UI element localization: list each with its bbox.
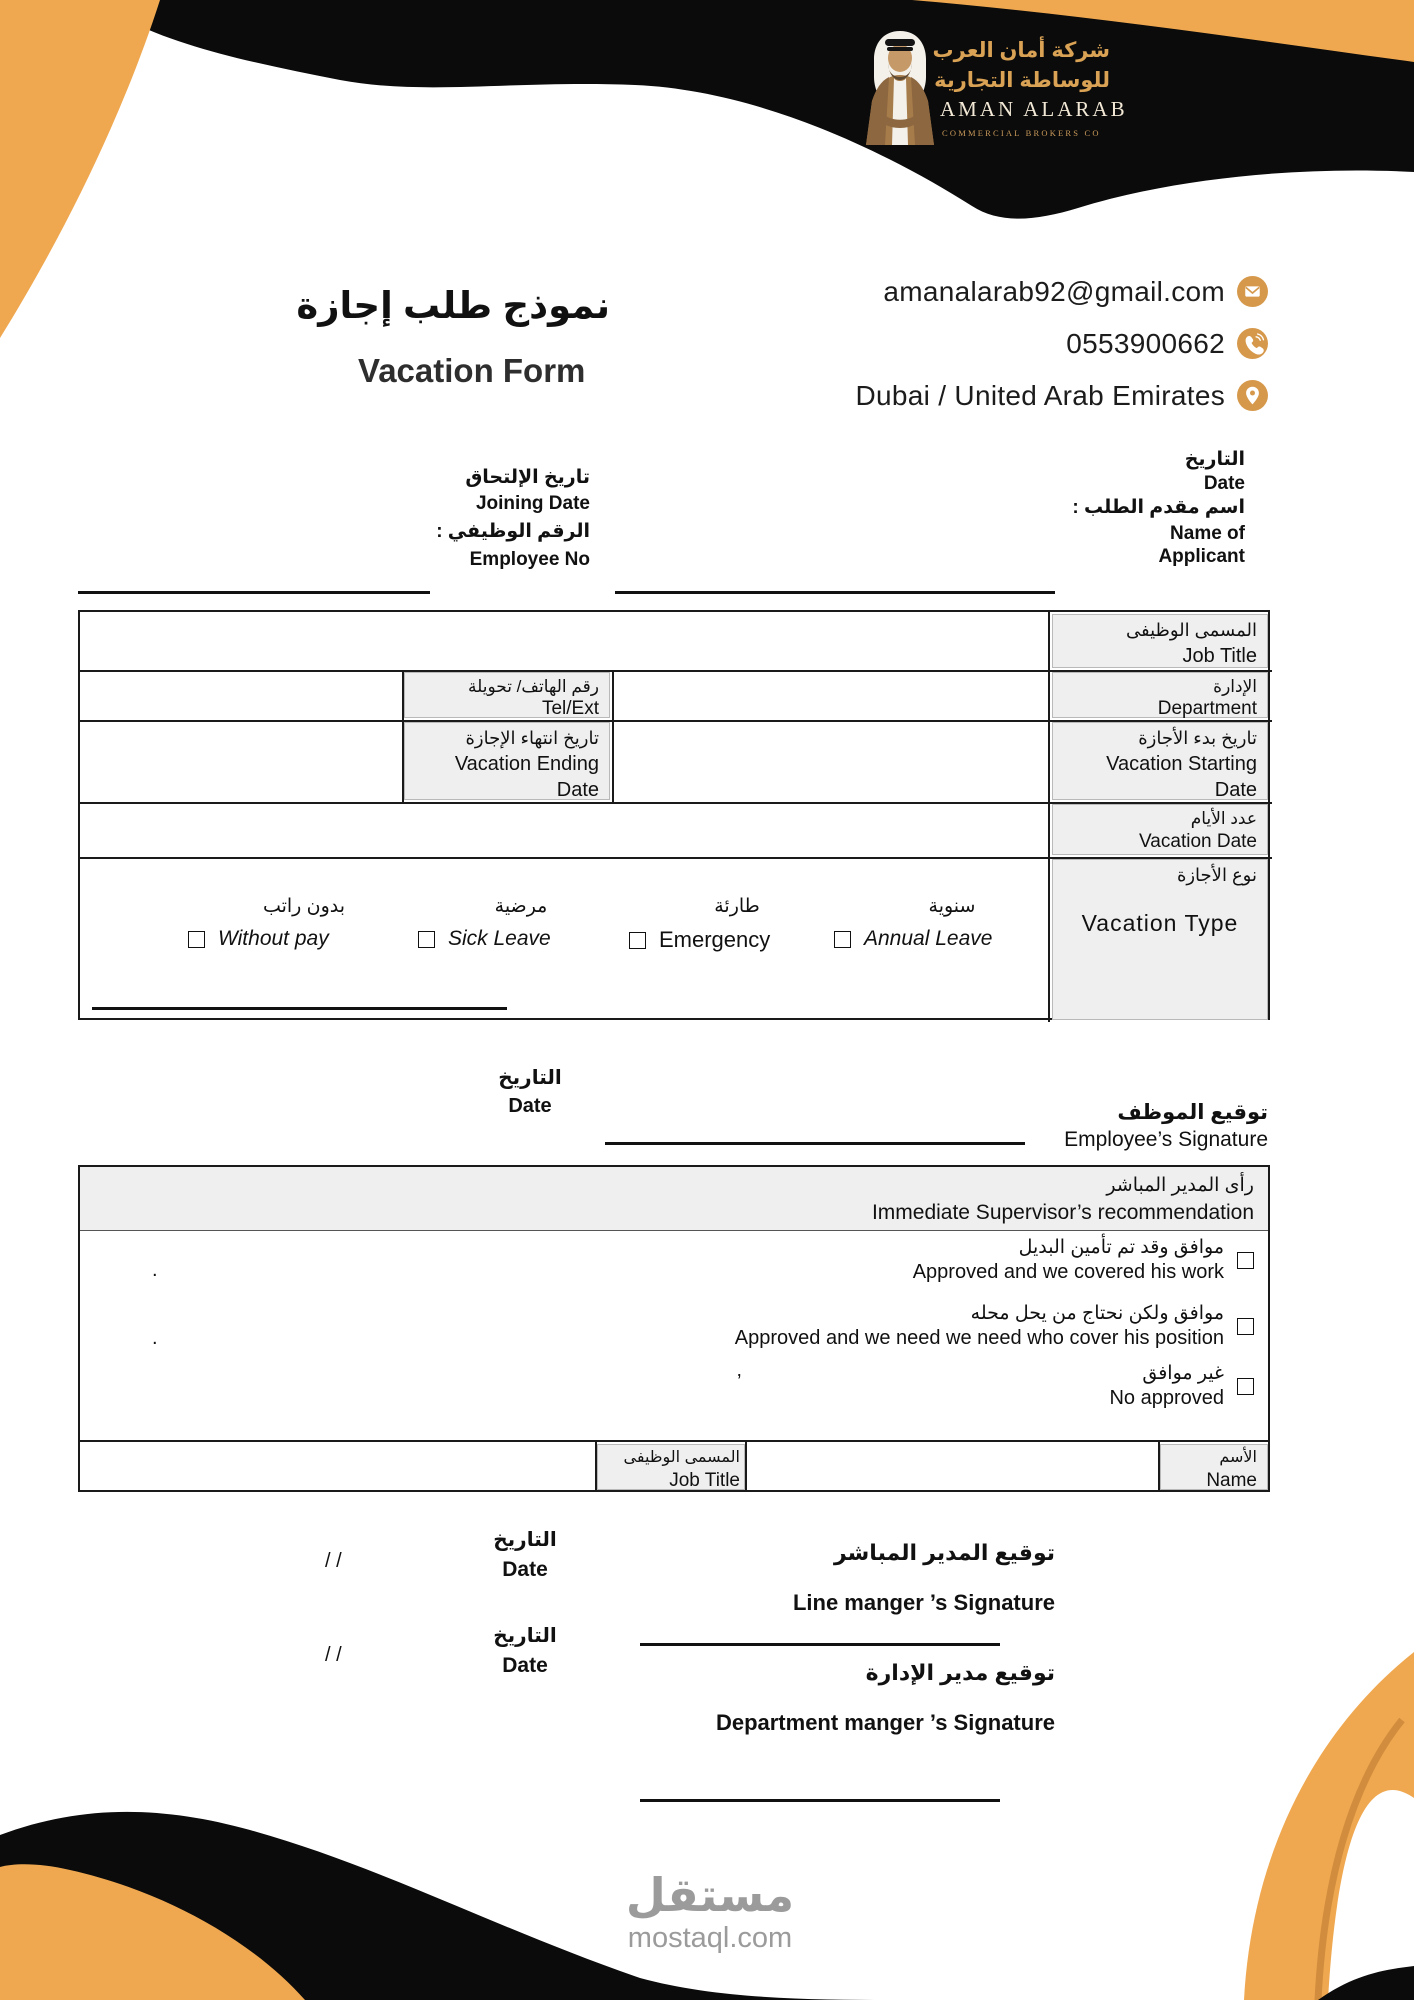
dept-manager-date-arabic: التاريخ <box>493 1625 557 1647</box>
label-applicant-name-english-2: Applicant <box>1158 546 1245 567</box>
supervisor-header-arabic: رأى المدير المباشر <box>1106 1175 1254 1196</box>
employee-date-arabic: التاريخ <box>498 1067 562 1089</box>
stray-dot-1: . <box>152 1259 158 1281</box>
vacation-days-english: Vacation Date <box>1139 831 1257 852</box>
option-without-pay <box>188 895 384 951</box>
supervisor-option-3 <box>1109 1361 1254 1411</box>
company-tagline: COMMERCIAL BROKERS CO <box>942 128 1101 138</box>
supervisor-header-english: Immediate Supervisor’s recommendation <box>871 1201 1254 1224</box>
option-emergency-english: Emergency <box>659 927 771 952</box>
email-icon <box>1237 276 1268 307</box>
employee-signature-arabic: توقيع الموظف <box>1117 1101 1268 1124</box>
supervisor-recommendation-box <box>78 1165 1270 1492</box>
cell-supervisor-job-title <box>597 1444 745 1490</box>
supervisor-name-arabic: الأسم <box>1219 1449 1257 1466</box>
option-emergency-arabic: طارئة <box>714 896 760 917</box>
option-sick-leave-english: Sick Leave <box>448 927 551 950</box>
cell-job-title <box>1052 614 1268 668</box>
supervisor-option-1-english: Approved and we covered his work <box>912 1261 1224 1283</box>
vacation-ending-arabic: تاريخ انتهاء الإجازة <box>465 728 599 748</box>
checkbox-without-pay[interactable] <box>188 931 205 948</box>
job-title-english: Job Title <box>1182 645 1257 667</box>
vacation-starting-arabic: تاريخ بدء الأجازة <box>1138 728 1257 748</box>
cell-department <box>1052 672 1268 718</box>
dept-manager-signature-english: Department manger ’s Signature <box>715 1710 1055 1735</box>
supervisor-option-1-arabic: موافق وقد تم تأمين البديل <box>1018 1237 1224 1258</box>
cell-supervisor-name <box>1160 1444 1268 1490</box>
line-manager-signature-english: Line manger ’s Signature <box>792 1590 1055 1615</box>
option-annual-leave-arabic: سنوية <box>928 896 976 917</box>
supervisor-job-title-arabic: المسمى الوظيفى <box>623 1449 740 1466</box>
tel-ext-english: Tel/Ext <box>541 698 599 719</box>
cell-tel-ext <box>404 672 610 718</box>
supervisor-option-2-english: Approved and we need we need who cover his position <box>734 1327 1224 1349</box>
cell-vacation-ending-date <box>404 722 610 800</box>
label-employee-no-arabic: الرقم الوظيفي : <box>436 521 590 542</box>
department-english: Department <box>1157 698 1257 719</box>
checkbox-approved-covered[interactable] <box>1237 1252 1254 1269</box>
line-manager-signature-line[interactable] <box>640 1643 1000 1646</box>
label-date-arabic: التاريخ <box>1184 449 1245 470</box>
checkbox-annual-leave[interactable] <box>834 931 851 948</box>
label-employee-no-english: Employee No <box>469 549 590 570</box>
dept-manager-date-slashes: / / <box>325 1644 342 1666</box>
vacation-type-english: Vacation Type <box>1081 910 1239 936</box>
supervisor-header <box>80 1167 1268 1231</box>
supervisor-option-1 <box>913 1235 1254 1285</box>
label-joining-date-english: Joining Date <box>475 493 590 514</box>
stray-dot-2: . <box>152 1327 158 1349</box>
vacation-type-blank-line[interactable] <box>92 1007 507 1010</box>
vacation-details-table <box>78 610 1270 1020</box>
dept-manager-signature-arabic: توقيع مدير الإدارة <box>865 1660 1055 1685</box>
employee-signature-english: Employee’s Signature <box>1064 1128 1268 1151</box>
contact-phone[interactable]: 0553900662 <box>1066 328 1225 359</box>
dept-manager-date-english: Date <box>502 1654 548 1677</box>
supervisor-name-english: Name <box>1206 1470 1257 1491</box>
cell-vacation-type <box>1052 859 1268 1020</box>
phone-icon <box>1237 328 1268 359</box>
company-name-english: AMAN ALARAB <box>940 97 1128 121</box>
supervisor-job-title-english: Job Title <box>669 1470 740 1491</box>
job-title-arabic: المسمى الوظيفى <box>1125 620 1257 640</box>
contact-email[interactable]: amanalarab92@gmail.com <box>883 276 1225 307</box>
option-without-pay-english: Without pay <box>218 927 329 950</box>
supervisor-option-3-arabic: غير موافق <box>1142 1363 1224 1384</box>
employee-signature-line[interactable] <box>605 1142 1025 1145</box>
checkbox-emergency[interactable] <box>629 932 646 949</box>
line-manager-date-slashes: / / <box>325 1550 342 1572</box>
option-annual-leave <box>834 895 1034 951</box>
supervisor-option-3-english: No approved <box>1109 1387 1224 1409</box>
label-joining-date-arabic: تاريخ الإلتحاق <box>465 467 590 488</box>
label-applicant-name-english-1: Name of <box>1170 523 1245 544</box>
vacation-starting-english: Vacation Starting Date <box>1106 753 1257 801</box>
checkbox-approved-need-cover[interactable] <box>1237 1318 1254 1335</box>
form-title-english: Vacation Form <box>358 352 586 389</box>
employee-date-english: Date <box>508 1095 552 1117</box>
watermark-url: mostaql.com <box>627 1922 793 1954</box>
tel-ext-arabic: رقم الهاتف/ تحويلة <box>467 677 599 696</box>
company-name-arabic-line2: للوساطة التجارية <box>934 69 1110 92</box>
supervisor-option-2 <box>735 1301 1254 1351</box>
line-manager-signature-arabic: توقيع المدير المباشر <box>833 1540 1055 1565</box>
cell-vacation-days <box>1052 804 1268 855</box>
form-title-arabic: نموذج طلب إجازة <box>296 285 610 326</box>
line-manager-date-arabic: التاريخ <box>493 1529 557 1551</box>
line-manager-date-english: Date <box>502 1558 548 1581</box>
cell-vacation-starting-date <box>1052 722 1268 800</box>
company-name-arabic-line1: شركة أمان العرب <box>932 39 1110 62</box>
label-date-english: Date <box>1203 473 1245 494</box>
location-pin-icon <box>1237 380 1268 411</box>
option-without-pay-arabic: بدون راتب <box>262 896 346 917</box>
option-sick-leave <box>418 895 588 951</box>
vacation-ending-english: Vacation Ending Date <box>454 753 599 801</box>
department-arabic: الإدارة <box>1213 677 1257 696</box>
checkbox-not-approved[interactable] <box>1237 1378 1254 1395</box>
watermark-arabic: مستقل <box>625 1869 795 1921</box>
dept-manager-signature-line[interactable] <box>640 1799 1000 1802</box>
option-annual-leave-english: Annual Leave <box>864 927 993 950</box>
applicant-name-blank-line[interactable] <box>615 591 1055 594</box>
vacation-type-arabic: نوع الأجازة <box>1176 865 1257 885</box>
employee-no-blank-line[interactable] <box>78 591 430 594</box>
label-applicant-name-arabic: اسم مقدم الطلب : <box>1072 497 1245 518</box>
supervisor-option-2-arabic: موافق ولكن نحتاج من يحل محله <box>970 1303 1224 1324</box>
vacation-days-arabic: عدد الأيام <box>1190 809 1257 828</box>
stray-tick: ’ <box>737 1371 742 1393</box>
option-emergency <box>629 895 809 953</box>
contact-address: Dubai / United Arab Emirates <box>855 380 1225 411</box>
checkbox-sick-leave[interactable] <box>418 931 435 948</box>
option-sick-leave-arabic: مرضية <box>494 896 548 917</box>
